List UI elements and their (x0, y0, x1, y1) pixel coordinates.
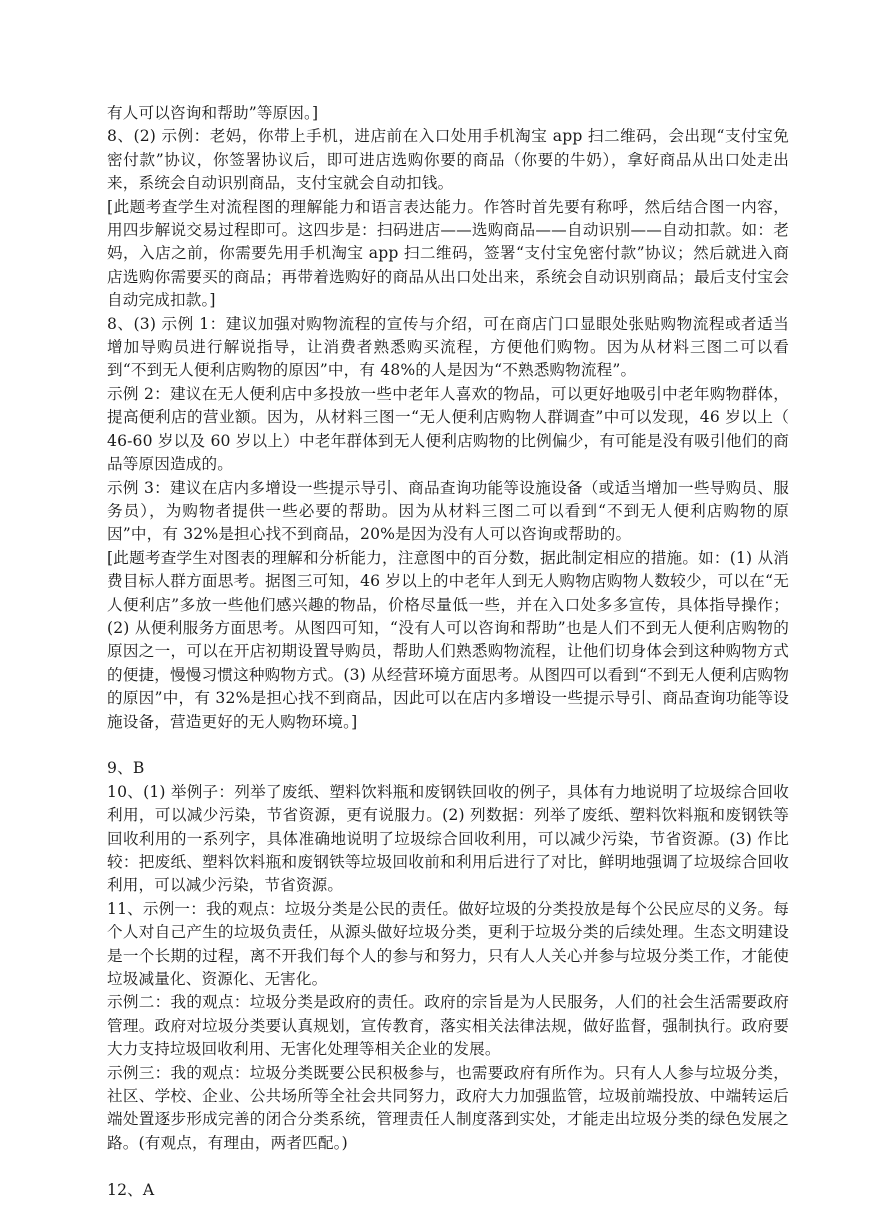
answer-12: 12、A (107, 1180, 155, 1199)
spacer (107, 734, 789, 757)
answer-8-3-analysis: [此题考查学生对图表的理解和分析能力，注意图中的百分数，据此制定相应的措施。如：(1) 从消费目标人群方面思考。据图三可知，46 岁以上的中老年人到无人购物店购物人数较少，可以在“无人便利店”多放一些他们感兴趣的物品，价格尽量低一些，并在入口处多多宣传，具体指导操作；(2) 从便利服务方面思考。从图四可知，“没有人可以咨询和帮助”也是人们不到无人便利店购物的原因之一，可以在开店初期设置导购员，帮助人们熟悉购物流程，让他们切身体会到这种购物方式的便捷，慢慢习惯这种购物方式。(3) 从经营环境方面思考。从图四可以看到“不到无人便利店购物的原因”中，有 32%是担心找不到商品，因此可以在店内多增设一些提示导引、商品查询功能等设施设备，营造更好的无人购物环境。] (107, 548, 789, 731)
answer-11-example-1: 11、示例一：我的观点：垃圾分类是公民的责任。做好垃圾的分类投放是每个公民应尽的义务。每个人对自己产生的垃圾负责任，从源头做好垃圾分类，更利于垃圾分类的后续处理。生态文明建设是一个长期的过程，离不开我们每个人的参与和努力，只有人人关心并参与垃圾分类工作，才能使垃圾减量化、资源化、无害化。 (107, 899, 789, 989)
answer-8-2-example: 8、(2) 示例：老妈，你带上手机，进店前在入口处用手机淘宝 app 扫二维码，会出现“支付宝免密付款”协议，你签署协议后，即可进店选购你要的商品（你要的牛奶），拿好商品从出口处走出来，系统会自动识别商品，支付宝就会自动扣钱。 (107, 127, 789, 193)
answer-8-3-example-2: 示例 2：建议在无人便利店中多投放一些中老年人喜欢的物品，可以更好地吸引中老年购物群体，提高便利店的营业额。因为，从材料三图一“无人便利店购物人群调查”中可以发现，46 岁以上（ 46-60 岁以及 60 岁以上）中老年群体到无人便利店购物的比例偏少，有可能是没有吸引他们的商品等原因造成的。 (107, 384, 789, 474)
answer-8-1-continuation: 有人可以咨询和帮助”等原因。] (107, 104, 319, 122)
answer-10: 10、(1) 举例子：列举了废纸、塑料饮料瓶和废钢铁回收的例子，具体有力地说明了垃圾综合回收利用，可以减少污染，节省资源，更有说服力。(2) 列数据：列举了废纸、塑料饮料瓶和废钢铁等回收利用的一系列字，具体准确地说明了垃圾综合回收利用，可以减少污染，节省资源。(3) 作比较：把废纸、塑料饮料瓶和废钢铁等垃圾回收前和利用后进行了对比，鲜明地强调了垃圾综合回收利用，可以减少污染，节省资源。 (107, 782, 789, 895)
answer-11-example-2: 示例二：我的观点：垃圾分类是政府的责任。政府的宗旨是为人民服务，人们的社会生活需要政府管理。政府对垃圾分类要认真规划，宣传教育，落实相关法律法规，做好监督，强制执行。政府要大力支持垃圾回收利用、无害化处理等相关企业的发展。 (107, 993, 789, 1059)
answer-8-3-example-3: 示例 3：建议在店内多增设一些提示导引、商品查询功能等设施设备（或适当增加一些导购员、服务员），为购物者提供一些必要的帮助。因为从材料三图二可以看到“不到无人便利店购物的原因”中，有 32%是担心找不到商品，20%是因为没有人可以咨询或帮助的。 (107, 478, 789, 544)
answer-8-3-example-1: 8、(3) 示例 1：建议加强对购物流程的宣传与介绍，可在商店门口显眼处张贴购物流程或者适当增加导购员进行解说指导，让消费者熟悉购买流程，方便他们购物。因为从材料三图二可以看到“不到无人便利店购物的原因”中，有 48%的人是因为“不熟悉购物流程”。 (107, 314, 789, 380)
spacer (107, 1155, 789, 1178)
answer-8-2-analysis: [此题考查学生对流程图的理解能力和语言表达能力。作答时首先要有称呼，然后结合图一内容，用四步解说交易过程即可。这四步是：扫码进店——选购商品——自动识别——自动扣款。如：老妈，入店之前，你需要先用手机淘宝 app 扫二维码，签署“支付宝免密付款”协议；然后就进入商店选购你需要买的商品；再带着选购好的商品从出口处出来，系统会自动识别商品；最后支付宝会自动完成扣款。] (107, 197, 789, 310)
answer-11-example-3: 示例三：我的观点：垃圾分类既要公民积极参与，也需要政府有所作为。只有人人参与垃圾分类，社区、学校、企业、公共场所等全社会共同努力，政府大力加强监管，垃圾前端投放、中端转运后端处置逐步形成完善的闭合分类系统，管理责任人制度落到实处，才能走出垃圾分类的绿色发展之路。(有观点，有理由，两者匹配。) (107, 1063, 789, 1152)
answer-9: 9、B (107, 759, 145, 778)
